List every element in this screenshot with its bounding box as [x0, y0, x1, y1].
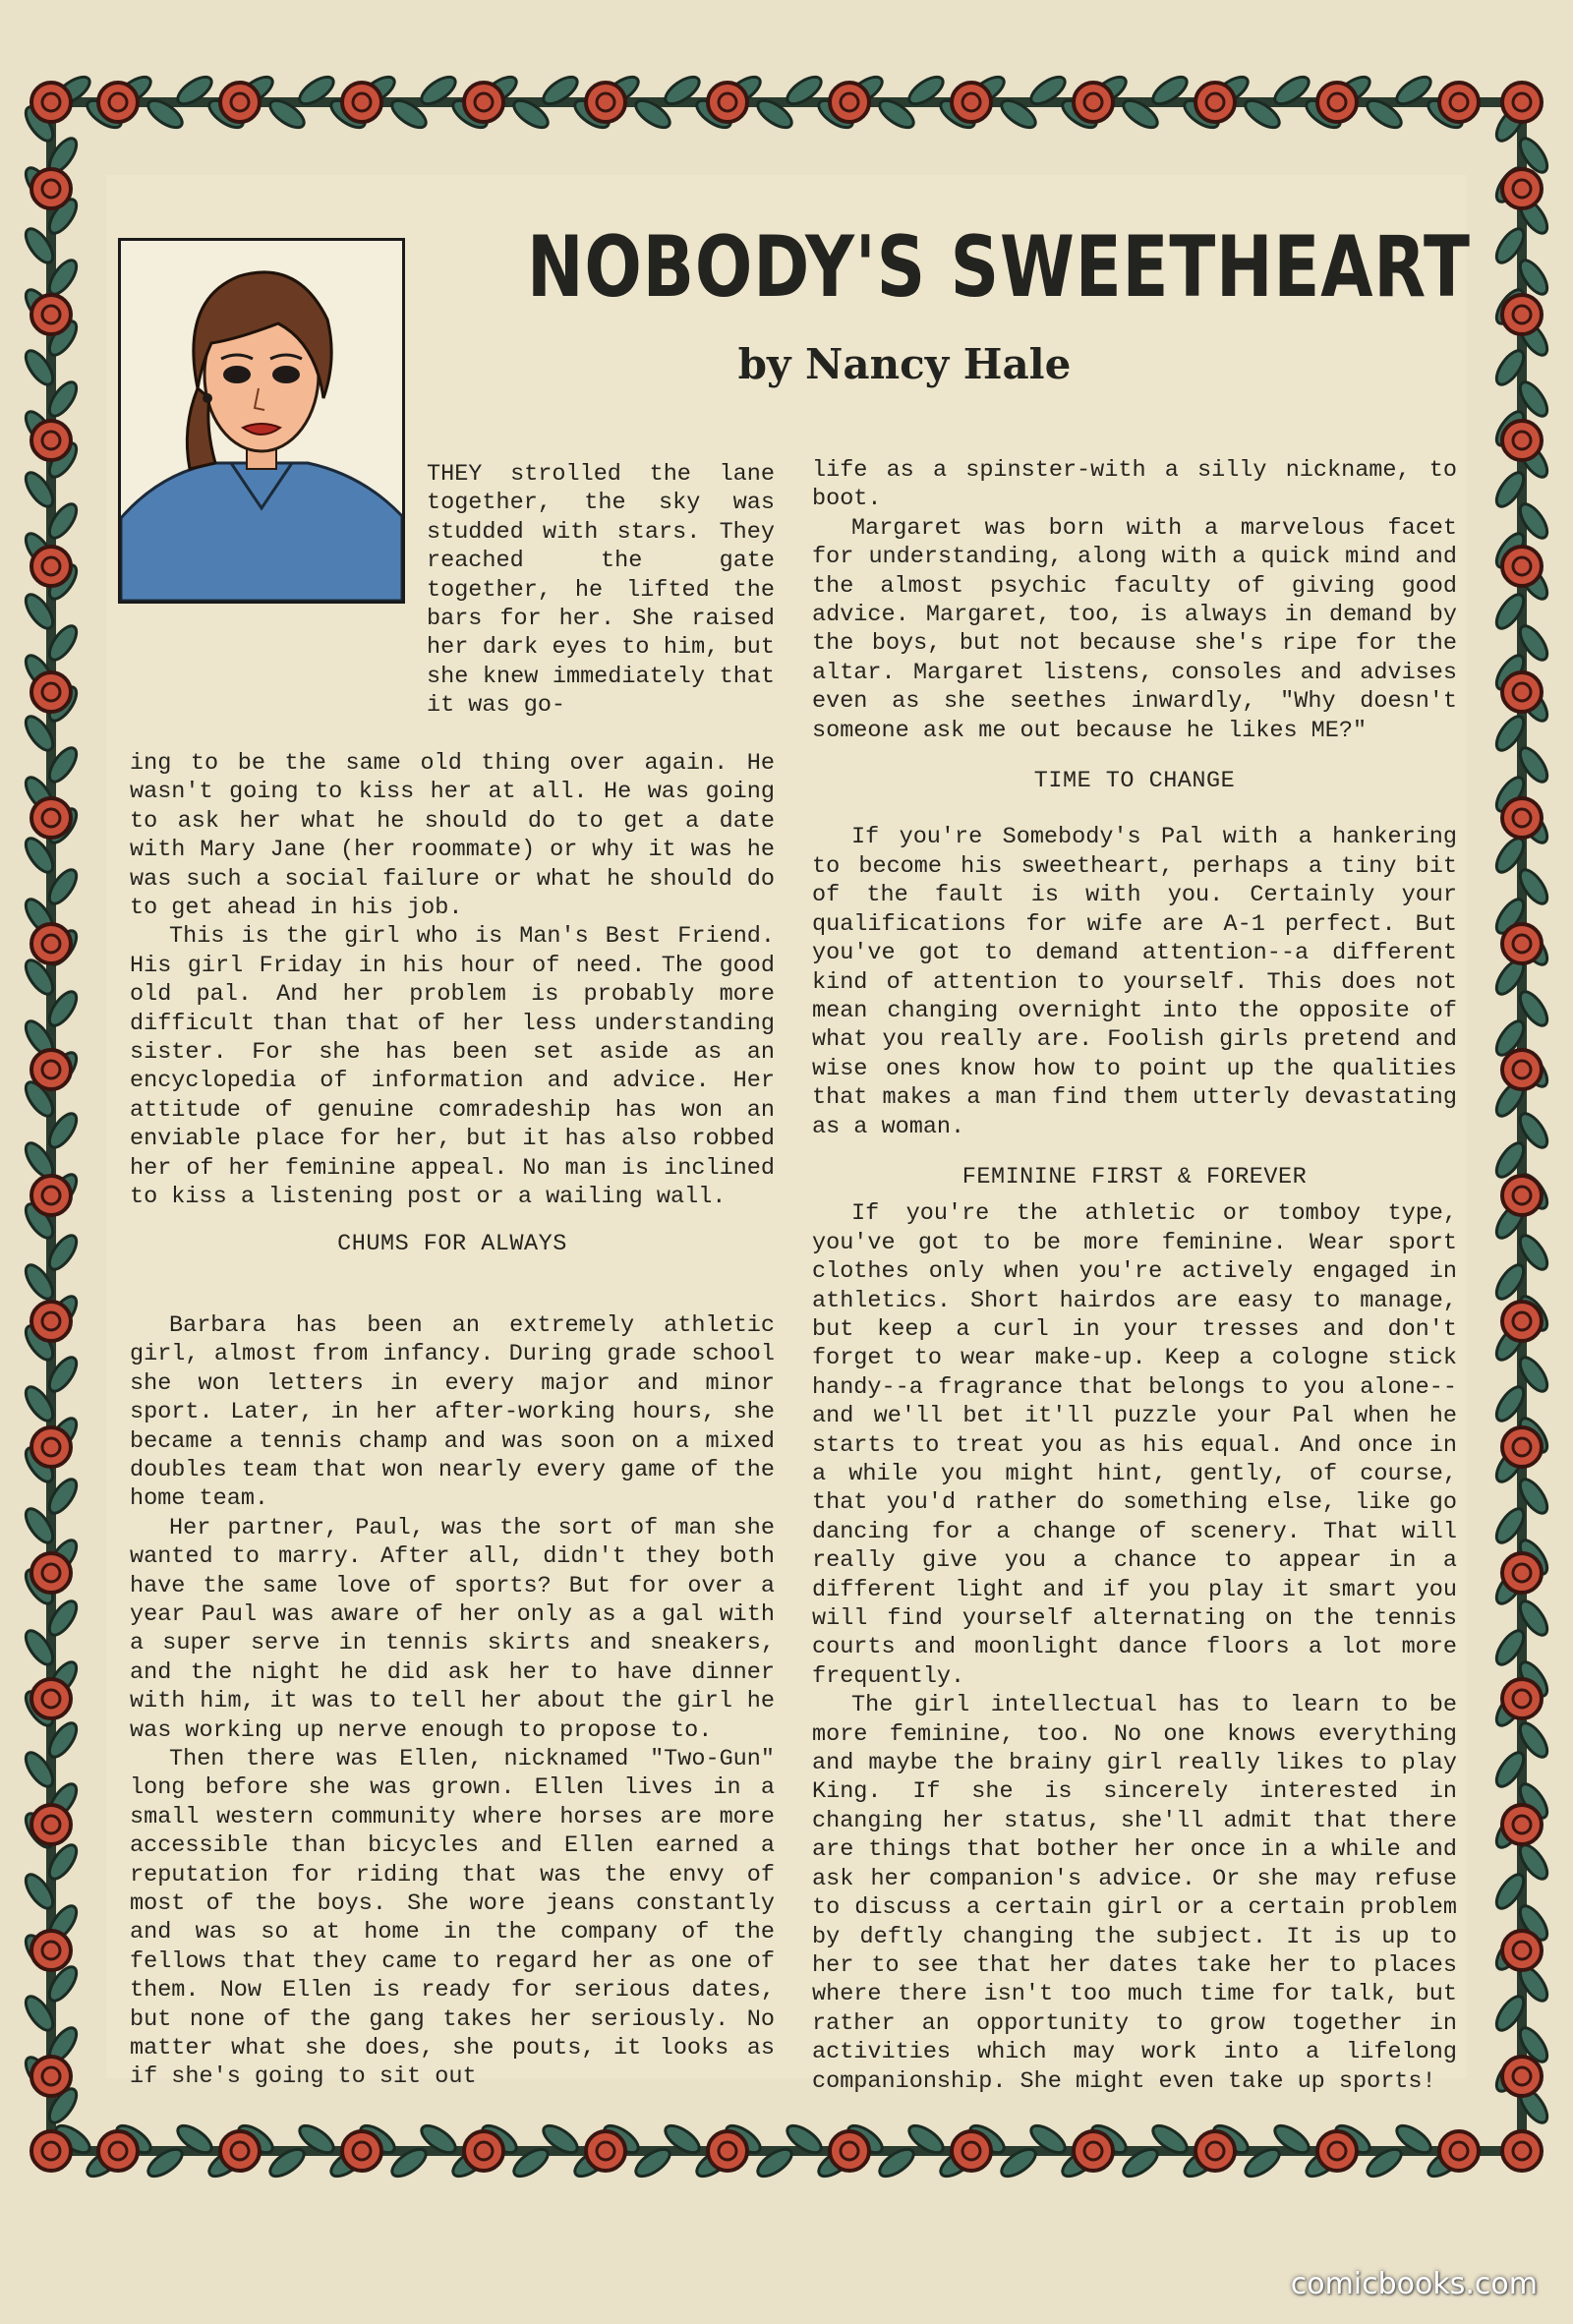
rose-ornament [31, 1553, 71, 1593]
rose-ornament [708, 83, 747, 122]
rose-ornament [1502, 1553, 1542, 1593]
rose-ornament [31, 2131, 71, 2171]
rose-ornament [1502, 1302, 1542, 1341]
rose-ornament [31, 1931, 71, 1970]
rose-ornament [1502, 672, 1542, 712]
rose-ornament [952, 2131, 991, 2171]
article-byline: by Nancy Hale [737, 340, 1072, 388]
body-paragraph: If you're the athletic or tomboy type, you've got to be more feminine. Wear sport clothes only when you're actively engaged in athletics. Short hairdos are easy to manage, but keep a curl in your tresses and don't forget to wear make-up. Keep a cologne stick handy--a fragrance that belongs to you alone--and we'll bet it'll puzzle your Pal when he starts to treat you as his equal. And once in a while you might hint, gently, of course, that you'd rather do something else, like go dancing for a change of scenery. That will really give you a chance to appear in a different light and if you play it smart you will find yourself alternating on the tennis courts and moonlight dance floors a lot more frequently. [812, 1200, 1457, 1690]
rose-ornament [31, 1302, 71, 1341]
rose-ornament [342, 2131, 381, 2171]
rose-ornament [220, 83, 260, 122]
rose-ornament [1439, 83, 1479, 122]
intro-wrap-column [427, 460, 775, 721]
rose-ornament [1074, 2131, 1113, 2171]
rose-ornament [1502, 2057, 1542, 2096]
rose-ornament [1502, 1679, 1542, 1718]
rose-ornament [98, 2131, 138, 2171]
rose-ornament [830, 83, 869, 122]
rose-ornament [31, 1805, 71, 1844]
portrait-illustration [118, 238, 405, 604]
rose-ornament [1074, 83, 1113, 122]
section-heading-chums: CHUMS FOR ALWAYS [337, 1230, 567, 1257]
body-paragraph: life as a spinster-with a silly nickname, to boot. [812, 457, 1457, 513]
rose-ornament [220, 2131, 260, 2171]
rose-ornament [1502, 421, 1542, 460]
rose-ornament [31, 547, 71, 586]
rose-ornament [464, 83, 503, 122]
rose-ornament [342, 83, 381, 122]
rose-ornament [464, 2131, 503, 2171]
rose-ornament [31, 1176, 71, 1215]
rose-ornament [1502, 2131, 1542, 2171]
rose-ornament [31, 1050, 71, 1089]
body-paragraph: Then there was Ellen, nicknamed "Two-Gun" long before she was grown. Ellen lives in a small western community where horses are more accessible than bicycles and Ellen earned a reputation for riding that was the envy of most of the boys. She wore jeans constantly and was so at home in the company of the fellows that they came to regard her as one of them. Now Ellen is ready for serious dates, but none of the gang takes her seriously. No matter what she does, she pouts, it looks as if she's going to sit out [130, 1746, 775, 2091]
body-paragraph: The girl intellectual has to learn to be more feminine, too. No one knows everything and maybe the brainy girl really likes to play King. If she is sincerely interested in changing her status, she'll admit that there are things that bother her once in a while and ask her companion's advice. Or she may refuse to discuss a certain girl or a certain problem by deftly changing the subject. It is up to her to see that her dates take her to places where there isn't too much time for talk, but rather an opportunity to grow together in activities which may work into a lifelong companionship. She might even take up sports! [812, 1692, 1457, 2095]
rose-ornament [1502, 169, 1542, 208]
body-paragraph: Barbara has been an extremely athletic girl, almost from infancy. During grade school she won letters in every major and minor sport. Later, in her after-working hours, she became a tennis champ and was soon on a mixed doubles team that won nearly every game of the home team. [130, 1311, 775, 1513]
body-paragraph: If you're Somebody's Pal with a hankering to become his sweetheart, perhaps a tiny bit of the fault is with you. Certainly your qualifications for wife are A-1 perfect. But you've got to demand attention--a different kind of attention to yourself. This does not mean changing overnight into the opposite of what you really are. Foolish girls pretend and wise ones know how to point up the qualities that makes a man find them utterly devastating as a woman. [812, 824, 1457, 1140]
rose-ornament [31, 672, 71, 712]
article-title: NOBODY'S SWEETHEART [527, 218, 1471, 317]
body-paragraph: Margaret was born with a marvelous facet for understanding, along with a quick mind and the almost psychic faculty of giving good advice. Margaret, too, is always in demand by the boys, but not because she's ripe for the altar. Margaret listens, consoles and advises even as she seethes inwardly, "Why doesn't someone ask me out because he likes ME?" [812, 514, 1457, 744]
rose-ornament [31, 83, 71, 122]
rose-ornament [830, 2131, 869, 2171]
rose-ornament [98, 83, 138, 122]
rose-ornament [1317, 2131, 1357, 2171]
rose-ornament [1502, 924, 1542, 963]
rose-ornament [31, 421, 71, 460]
rose-ornament [31, 1427, 71, 1467]
rose-ornament [1502, 547, 1542, 586]
left-column [130, 749, 775, 2092]
rose-ornament [1502, 1427, 1542, 1467]
section-heading-feminine: FEMININE FIRST & FOREVER [961, 1163, 1308, 1191]
rose-ornament [1502, 83, 1542, 122]
rose-ornament [1502, 798, 1542, 838]
intro-continuation: ing to be the same old thing over again. He wasn't going to kiss her at all. He was going to ask her what he should do to get a date with Mary Jane (her roommate) or why it was he was such a social failure or what he should do to get ahead in his job. [130, 750, 775, 922]
rose-ornament [1195, 2131, 1235, 2171]
rose-ornament [1195, 83, 1235, 122]
watermark: comicbooks.com [1290, 2267, 1538, 2301]
body-paragraph: This is the girl who is Man's Best Friend. His girl Friday in his hour of need. The good old pal. And her problem is probably more difficult than that of her less understanding sister. For she has been set aside as an encyclopedia of information and advice. Her attitude of genuine comradeship has won an enviable place for her, but it has also robbed her of her feminine appeal. No man is inclined to kiss a listening post or a wailing wall. [130, 923, 775, 1211]
rose-ornament [31, 924, 71, 963]
rose-ornament [1317, 83, 1357, 122]
rose-ornament [586, 2131, 625, 2171]
intro-paragraph: THEY strolled the lane together, the sky was studded with stars. They reached the gate together, he lifted the bars for her. She raised her dark eyes to him, but she knew immediately that it was go- [427, 461, 775, 720]
rose-ornament [1502, 1176, 1542, 1215]
rose-ornament [1439, 2131, 1479, 2171]
rose-ornament [1502, 1805, 1542, 1844]
rose-ornament [1502, 1931, 1542, 1970]
rose-ornament [31, 2057, 71, 2096]
section-heading-time-to-change: TIME TO CHANGE [1033, 768, 1236, 795]
rose-ornament [1502, 1050, 1542, 1089]
rose-ornament [31, 169, 71, 208]
rose-ornament [31, 1679, 71, 1718]
rose-ornament [31, 798, 71, 838]
rose-ornament [1502, 295, 1542, 334]
rose-ornament [708, 2131, 747, 2171]
rose-ornament [31, 295, 71, 334]
rose-ornament [586, 83, 625, 122]
rose-ornament [952, 83, 991, 122]
body-paragraph: Her partner, Paul, was the sort of man she wanted to marry. After all, didn't they both have the same love of sports? But for over a year Paul was aware of her only as a gal with a super serve in tennis skirts and sneakers, and the night he did ask her to have dinner with him, it was to tell her about the girl he was working up nerve enough to propose to. [130, 1514, 775, 1744]
right-column [812, 456, 1457, 2096]
